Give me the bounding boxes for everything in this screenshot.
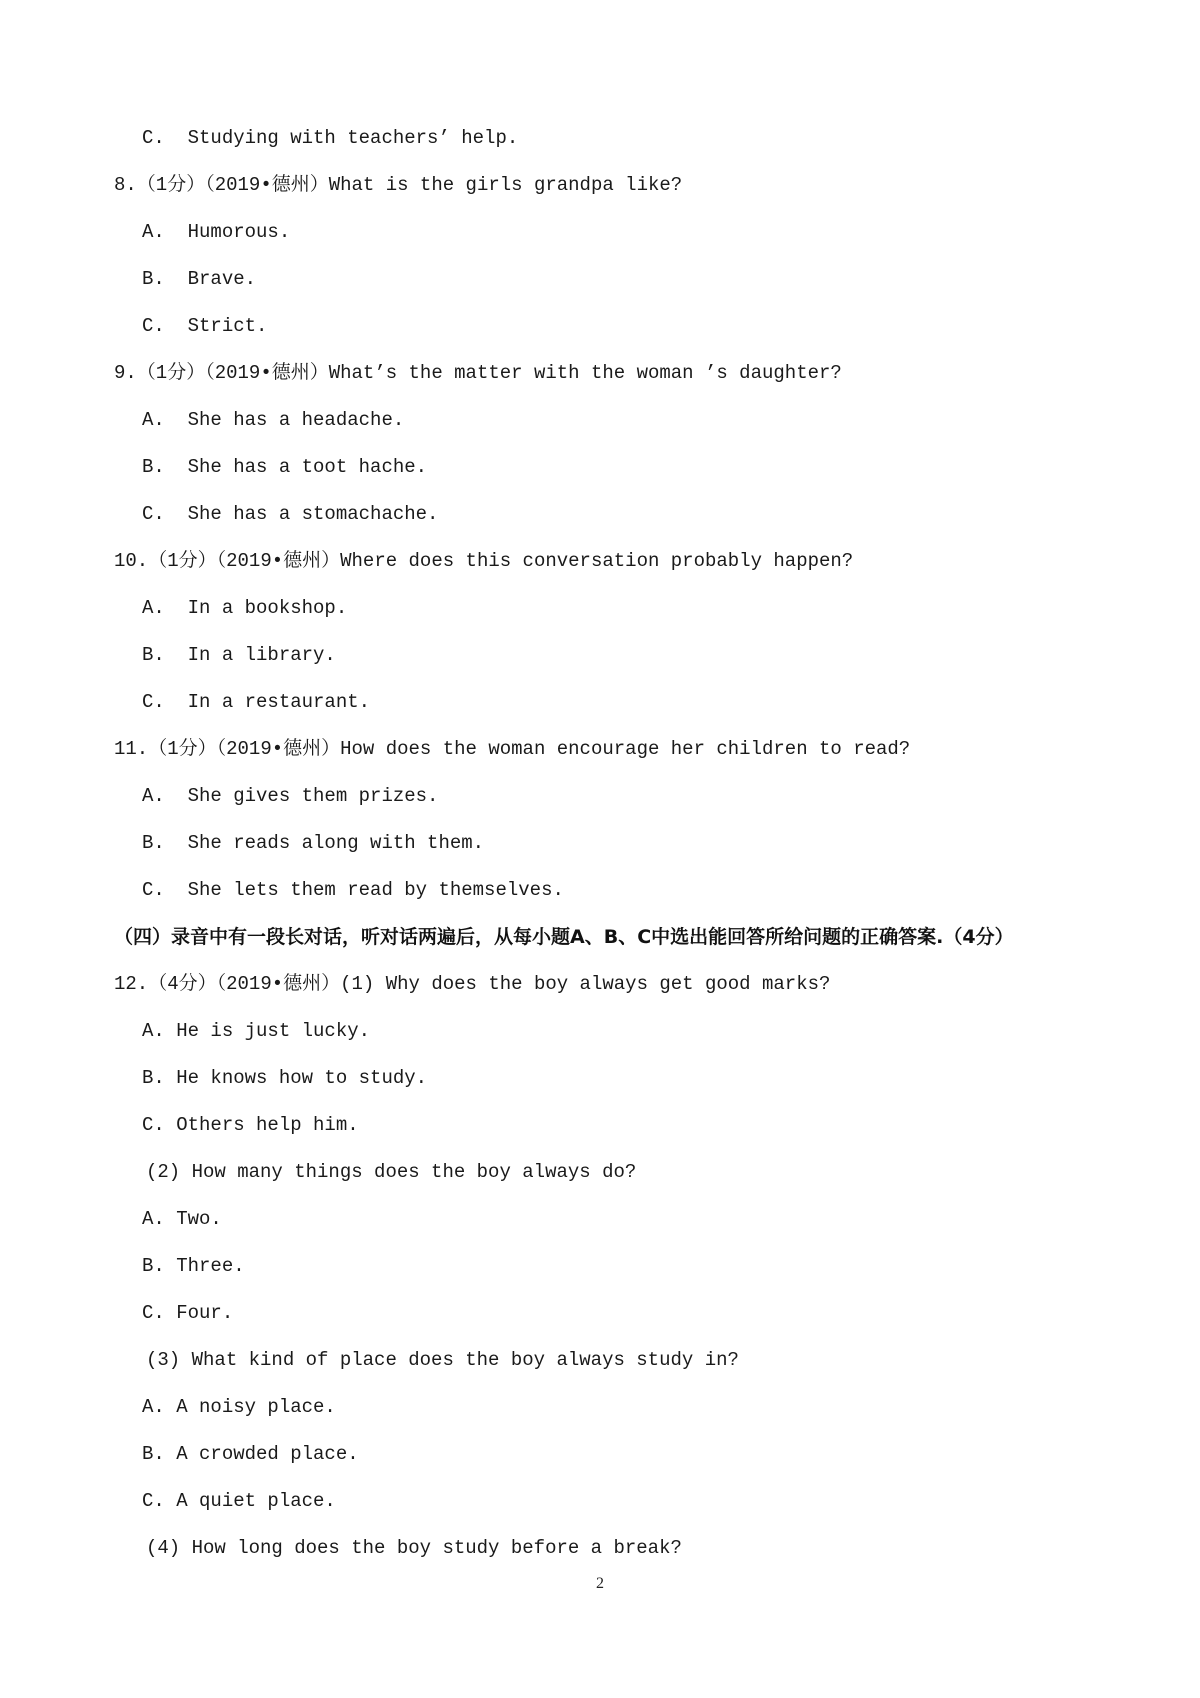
q8-option-c: C. Strict. [142,315,268,337]
q7-option-c: C. Studying with teachers’ help. [142,127,519,149]
q9-option-b: B. She has a toot hache. [142,456,428,478]
q11-option-b: B. She reads along with them. [142,832,485,854]
q9-option-c: C. She has a stomachache. [142,503,439,525]
q12-2-option-b: B. Three. [142,1255,245,1277]
q12-subquestion-2: (2) How many things does the boy always do? [146,1161,637,1183]
question-12: 12.（4分）（2019•德州）(1) Why does the boy always get good marks? [114,973,831,995]
q12-2-option-c: C. Four. [142,1302,234,1324]
q8-option-a: A. Humorous. [142,221,291,243]
q12-1-option-c: C. Others help him. [142,1114,359,1136]
q12-2-option-a: A. Two. [142,1208,222,1230]
question-8: 8.（1分）（2019•德州）What is the girls grandpa like? [114,174,683,196]
q12-1-option-a: A. He is just lucky. [142,1020,371,1042]
q10-option-c: C. In a restaurant. [142,691,371,713]
q10-option-a: A. In a bookshop. [142,597,348,619]
q12-3-option-a: A. A noisy place. [142,1396,336,1418]
q11-option-c: C. She lets them read by themselves. [142,879,564,901]
section-4-heading: （四）录音中有一段长对话，听对话两遍后，从每小题A、B、C中选出能回答所给问题的正确答案.（4分） [114,926,1014,948]
question-11: 11.（1分）（2019•德州）How does the woman encourage her children to read? [114,738,911,760]
question-9: 9.（1分）（2019•德州）What’s the matter with the woman ’s daughter? [114,362,842,384]
question-10: 10.（1分）（2019•德州）Where does this conversation probably happen? [114,550,854,572]
q12-subquestion-4: (4) How long does the boy study before a break? [146,1537,682,1559]
q10-option-b: B. In a library. [142,644,336,666]
q12-3-option-c: C. A quiet place. [142,1490,336,1512]
q12-3-option-b: B. A crowded place. [142,1443,359,1465]
q12-subquestion-3: (3) What kind of place does the boy always study in? [146,1349,739,1371]
q9-option-a: A. She has a headache. [142,409,405,431]
q8-option-b: B. Brave. [142,268,257,290]
q12-1-option-b: B. He knows how to study. [142,1067,428,1089]
q11-option-a: A. She gives them prizes. [142,785,439,807]
page-number: 2 [596,1575,604,1592]
